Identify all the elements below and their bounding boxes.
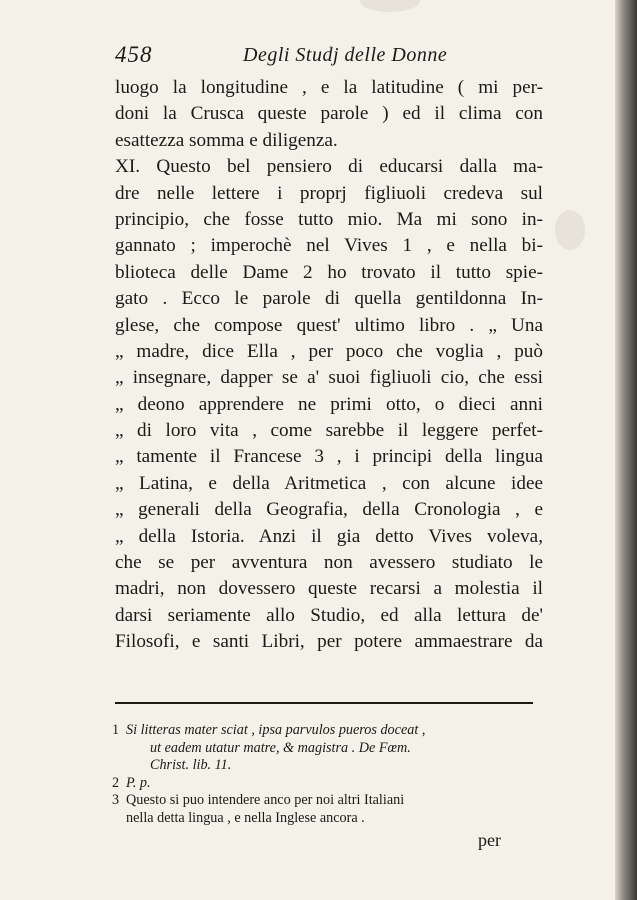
text-line: esattezza somma e diligenza. (115, 129, 338, 151)
text-line: gannato ; imperochè nel Vives 1 , e nella bi- (115, 235, 543, 257)
page-number: 458 (115, 42, 153, 67)
footnote-line (112, 722, 532, 740)
text-line: Filosofi, e santi Libri, per potere ammaestrare da (115, 631, 543, 653)
text-line: „ madre, dice Ella , per poco che voglia , può (115, 340, 543, 362)
text-line: XI. Questo bel pensiero di educarsi dalla ma- (115, 156, 543, 178)
catchword: per (478, 830, 501, 850)
text-line: „ deono apprendere ne primi otto, o dieci anni (115, 393, 543, 415)
footnote-line (112, 810, 532, 828)
text-line: darsi seriamente allo Studio, ed alla lettura de' (115, 604, 543, 626)
text-line: doni la Crusca queste parole ) ed il clima con (115, 103, 543, 125)
text-line: „ di loro vita , come sarebbe il leggere perfet- (115, 420, 543, 442)
text-line: glese, che compose quest' ultimo libro . „ Una (115, 314, 543, 336)
footnote-text: Questo si puo intendere anco per noi altri Italiani (126, 792, 405, 809)
text-line: che se per avventura non avessero studiato le (115, 552, 543, 574)
footnote-mark: 2 (112, 774, 120, 791)
running-head: Degli Studj delle Donne (243, 44, 448, 66)
text-line: madri, non dovessero queste recarsi a molestia il (115, 578, 543, 600)
text-line: luogo la longitudine , e la latitudine ( mi per- (115, 77, 543, 98)
footnote-line (112, 775, 532, 793)
text-line: „ tamente il Francese 3 , i principi della lingua (115, 446, 543, 468)
footnote-line (112, 792, 532, 810)
text-line: „ insegnare, dapper se a' suoi figliuoli cio, che essi (115, 367, 543, 389)
paper-stain (555, 210, 585, 250)
footnote-line (112, 757, 532, 775)
footnote-text: ut eadem utatur matre, & magistra . De Fœm. (150, 739, 411, 756)
footnote-text: Christ. lib. 11. (150, 757, 232, 774)
footnote-mark: 3 (112, 792, 120, 809)
body-text (115, 75, 543, 656)
scan-gutter (615, 0, 637, 900)
text-line: „ generali della Geografia, della Cronologia , e (115, 499, 543, 521)
footnote-text: nella detta lingua , e nella Inglese ancora . (126, 809, 365, 826)
footnote-mark: 1 (112, 722, 120, 738)
text-line: gato . Ecco le parole di quella gentildonna In- (115, 288, 543, 310)
page-header (115, 42, 535, 72)
footnote-divider (115, 702, 533, 704)
paper-stain (360, 0, 420, 12)
text-line: „ della Istoria. Anzi il gia detto Vives voleva, (115, 525, 543, 547)
footnote-text: P. p. (126, 774, 151, 791)
footnotes (112, 722, 532, 828)
footnote-text: Si litteras mater sciat , ipsa parvulos pueros doceat , (126, 722, 426, 738)
text-line: principio, che fosse tutto mio. Ma mi sono in- (115, 208, 543, 230)
footnote-line (112, 740, 532, 758)
text-line: blioteca delle Dame 2 ho trovato il tutto spie- (115, 261, 543, 283)
text-line: dre nelle lettere i proprj figliuoli credeva sul (115, 182, 543, 204)
text-line: „ Latina, e della Aritmetica , con alcune idee (115, 472, 543, 494)
